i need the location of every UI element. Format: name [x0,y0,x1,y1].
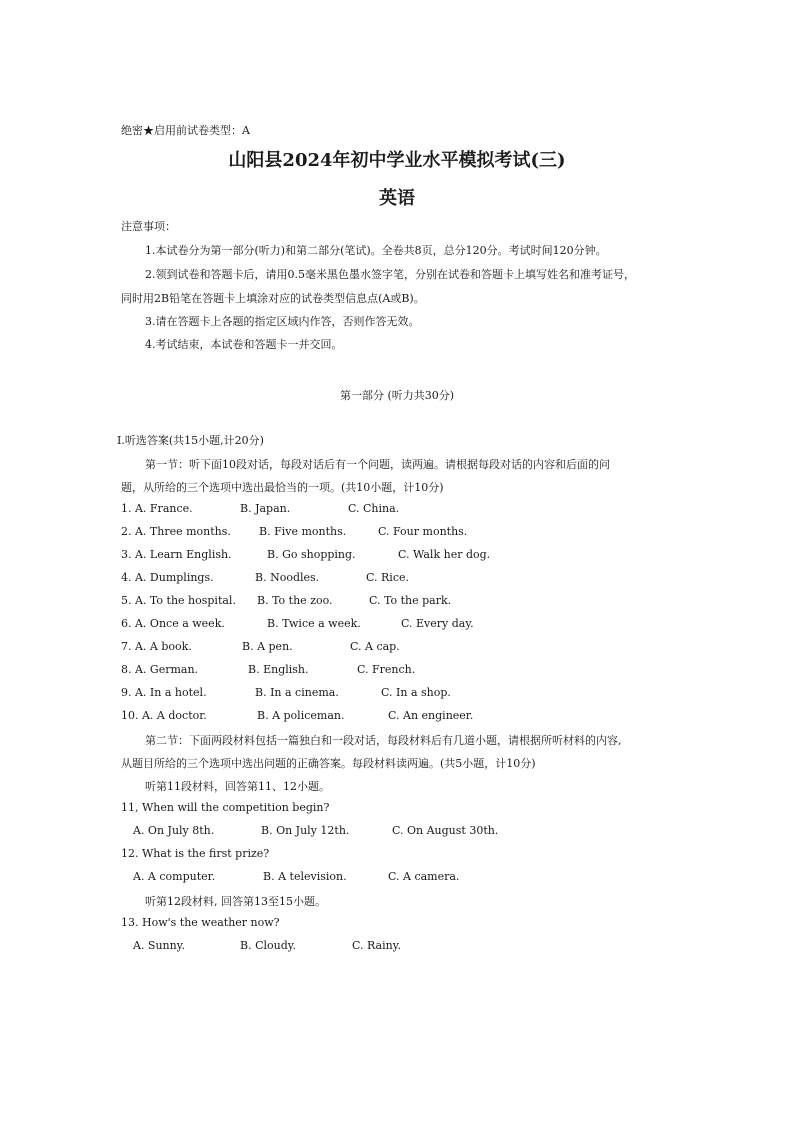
question-2-a: 2. A. Three months. [121,525,231,538]
question-9-b: B. In a cinema. [255,686,339,699]
question-3-c: C. Walk her dog. [398,548,491,561]
question-12-b: B. A television. [263,870,347,883]
question-7-c: C. A cap. [350,640,400,653]
question-11-c: C. On August 30th. [392,824,499,837]
question-12-stem: 12. What is the first prize? [121,847,270,860]
question-11-stem: 11, When will the competition begin? [121,801,330,814]
sec2-instructions: 第二节：下面两段材料包括一篇独白和一段对话，每段材料后有几道小题，请根据所听材料的内容, [145,734,622,747]
question-12-a: A. A computer. [133,870,216,883]
question-7-b: B. A pen. [242,640,293,653]
note-item-2: 2.领到试卷和答题卡后，请用0.5毫米黑色墨水签字笔，分别在试卷和答题卡上填写姓名和准考证号， [145,268,635,281]
question-3-b: B. Go shopping. [267,548,356,561]
sec2-instructions-cont: 从题目所给的三个选项中选出问题的正确答案。每段材料读两遍。(共5小题，计10分) [121,757,536,770]
question-1-a: 1. A. France. [121,502,193,515]
note-item-2-cont: 同时用2B铅笔在答题卡上填涂对应的试卷类型信息点(A或B)。 [121,292,425,305]
question-10-a: 10. A. A doctor. [121,709,207,722]
secret-label: 绝密★启用前试卷类型：A [121,124,250,137]
question-13-stem: 13. How's the weather now? [121,916,280,929]
question-5-b: B. To the zoo. [257,594,333,607]
question-12-c: C. A camera. [388,870,460,883]
question-13-a: A. Sunny. [133,939,185,952]
question-13-b: B. Cloudy. [240,939,297,952]
material-11-instruction: 听第11段材料，回答第11、12小题。 [145,780,330,793]
question-7-a: 7. A. A book. [121,640,192,653]
question-10-b: B. A policeman. [257,709,345,722]
question-4-a: 4. A. Dumplings. [121,571,214,584]
notes-heading: 注意事项： [121,220,176,233]
question-1-c: C. China. [348,502,400,515]
question-13-c: C. Rainy. [352,939,401,952]
question-5-c: C. To the park. [369,594,452,607]
note-item-3: 3.请在答题卡上各题的指定区域内作答，否则作答无效。 [145,315,420,328]
question-6-b: B. Twice a week. [267,617,361,630]
exam-title: 山阳县2024年初中学业水平模拟考试(三) [228,150,566,171]
section-title: Ⅰ.听选答案(共15小题,计20分) [117,434,264,447]
part1-title: 第一部分 (听力共30分) [339,389,455,402]
question-9-c: C. In a shop. [381,686,451,699]
question-11-a: A. On July 8th. [133,824,215,837]
question-2-b: B. Five months. [259,525,347,538]
note-item-1: 1.本试卷分为第一部分(听力)和第二部分(笔试)。全卷共8页，总分120分。考试时间120分钟。 [145,244,607,257]
sec1-instructions: 第一节：听下面10段对话，每段对话后有一个问题，读两遍。请根据每段对话的内容和后面的问 [145,458,610,471]
question-3-a: 3. A. Learn English. [121,548,232,561]
question-4-b: B. Noodles. [255,571,320,584]
question-10-c: C. An engineer. [388,709,474,722]
subject-title: 英语 [379,188,415,209]
question-9-a: 9. A. In a hotel. [121,686,207,699]
question-5-a: 5. A. To the hospital. [121,594,236,607]
question-6-a: 6. A. Once a week. [121,617,225,630]
question-8-b: B. English. [248,663,309,676]
question-1-b: B. Japan. [240,502,291,515]
question-6-c: C. Every day. [401,617,474,630]
question-2-c: C. Four months. [378,525,468,538]
question-8-c: C. French. [357,663,416,676]
question-11-b: B. On July 12th. [261,824,350,837]
question-4-c: C. Rice. [366,571,409,584]
note-item-4: 4.考试结束，本试卷和答题卡一并交回。 [145,338,343,351]
material-12-instruction: 听第12段材料, 回答第13至15小题。 [145,895,326,908]
sec1-instructions-cont: 题，从所给的三个选项中选出最恰当的一项。(共10小题，计10分) [121,481,444,494]
question-8-a: 8. A. German. [121,663,199,676]
